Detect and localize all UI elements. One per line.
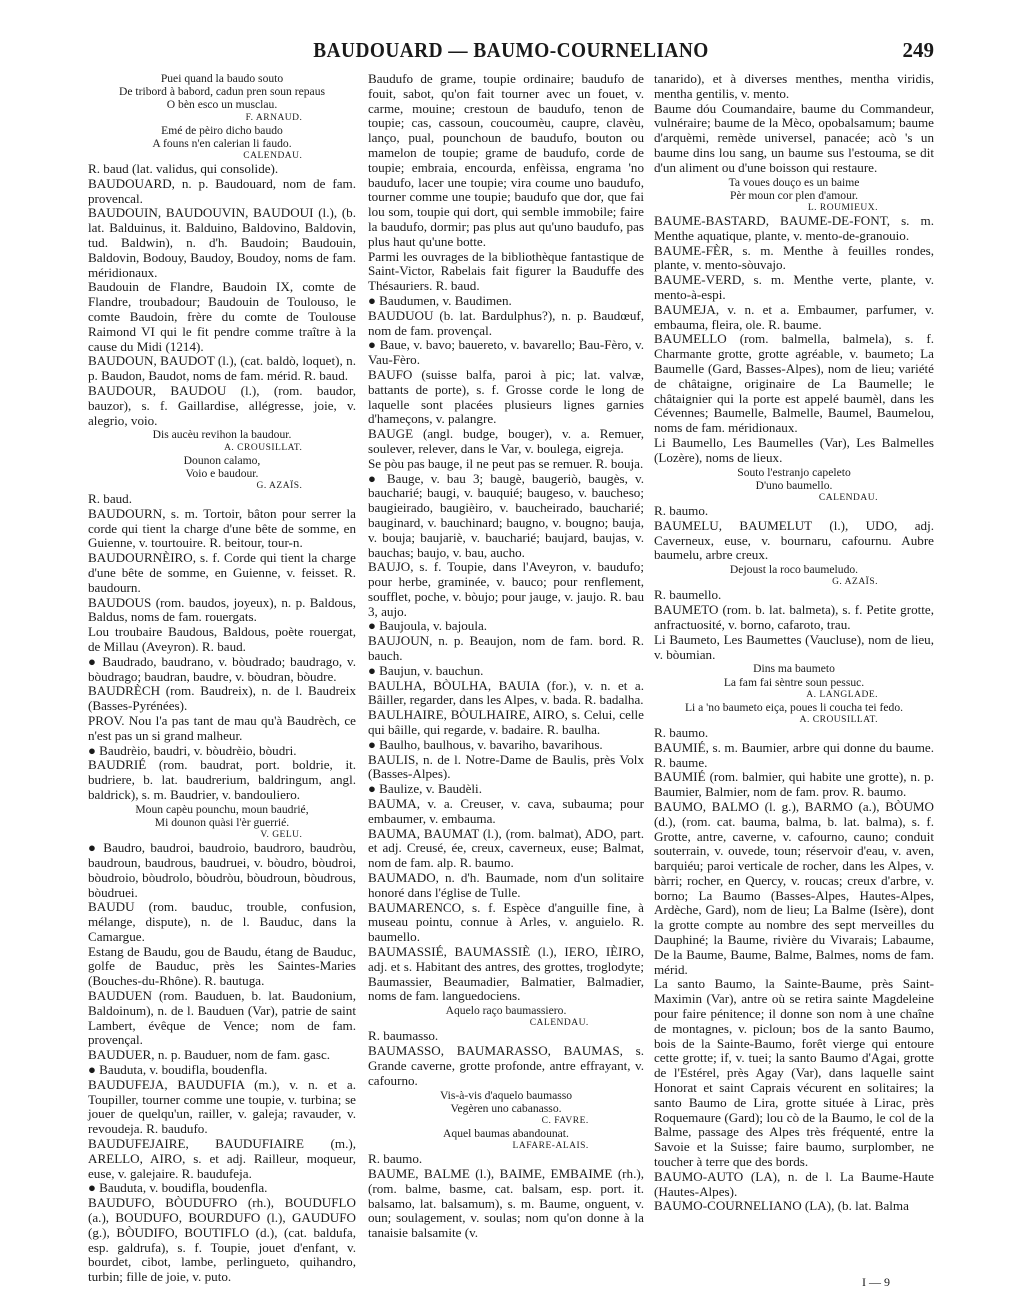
dictionary-entry: tanarido), et à diverses menthes, mentha viridis, mentha gentilis, v. mento. — [654, 71, 934, 101]
quotation-attribution: F. ARNAUD. — [245, 112, 303, 123]
dictionary-entry: Li Baumeto, Les Baumettes (Vaucluse), nom de lieu, v. bòumian. — [654, 631, 934, 662]
dictionary-entry: BAUMARENCO, s. f. Espèce d'anguille fine, à museau pointu, connue à Arles, v. anguielo. R. baumello. — [368, 899, 644, 945]
dictionary-entry: BAUME, BALME (l.), BAIME, EMBAIME (rh.), (rom. balme, basme, cat. balsam, esp. port. it. balsamo, lat. balsamum), s. m. Baume, onguent, v. oun; soulagement, v. soulas; nom qu'on donne à la tanaisie balsamite (v. — [368, 1166, 644, 1241]
dictionary-entry: BAUDUFEJAIRE, BAUDUFIAIRE (m.), ARELLO, AIRO, s. et adj. Railleur, moqueur, euse, v. galejaire. R. baudufeja. — [88, 1136, 356, 1181]
column-2 — [368, 71, 644, 1241]
dictionary-entry: R. baumasso. — [368, 1028, 439, 1044]
dictionary-entry: R. baumo. — [654, 502, 709, 518]
dictionary-entry: BAUMO-COURNELIANO (LA), (b. lat. Balma — [654, 1198, 909, 1214]
dictionary-entry: Baudouin de Flandre, Baudoin IX, comte de Flandre, troubadour; Baudouin de Toulouso, le comte Baudoin, frère du comte de Toulouse Raimond VI qui le fit pendre comme traître à la cause du Midi (1214). — [88, 279, 356, 354]
dictionary-entry: Parmi les ouvrages de la bibliothèque fantastique de Saint-Victor, Rabelais fait figurer la Bauduffe des Thésauriers. R. baud. — [368, 248, 644, 294]
quotation-line: O bèn esco un musclau. — [166, 98, 278, 112]
dictionary-entry: BAUMO-AUTO (LA), n. de l. La Baume-Haute (Hautes-Alpes). — [654, 1168, 934, 1199]
quotation-line: A founs n'en calerian li faudo. — [152, 136, 292, 150]
dictionary-entry: BAUJOUN, n. p. Beaujon, nom de fam. bord. R. bauch. — [368, 633, 644, 664]
quotation-attribution: A. CROUSILLAT. — [799, 714, 878, 725]
quotation-attribution: LAFARE-ALAIS. — [512, 1141, 589, 1152]
dictionary-entry: BAUMIÉ, s. m. Baumier, arbre qui donne du baume. R. baume. — [654, 739, 934, 770]
quotation-attribution: CALENDAU. — [243, 151, 303, 162]
quotation-attribution: A. CROUSILLAT. — [224, 442, 303, 453]
quotation-line: Vis-à-vis d'aquelo baumasso — [439, 1088, 573, 1102]
dictionary-entry: ● Baulho, baulhous, v. bavariho, bavarihous. — [368, 736, 603, 752]
dictionary-entry: BAUDOUARD, n. p. Baudouard, nom de fam. provencal. — [88, 175, 356, 206]
quotation-line: Voio e baudour. — [185, 466, 259, 480]
dictionary-entry: BAUMASSO, BAUMARASSO, BAUMAS, s. Grande caverne, grotte profonde, antre effrayant, v. cafourno. — [368, 1043, 644, 1088]
dictionary-entry: BAUDUEN (rom. Bauduen, b. lat. Baudonium, Baldoinum), n. de l. Bauduen (Var), patrie de saint Lambert, évêque de Vence; nom de fam. provençal. — [88, 988, 356, 1048]
dictionary-entry: BAUMELLO (rom. balmella, balmela), s. f. Charmante grotte, grotte agréable, v. baumeto; La Baumelle (Gard, Basses-Alpes), nom de lieu; variété de châtaigne, originaire de La Baumelle; le châtaignier qui la porte est appelé baumèl, dans les Cévennes; Baumelle, Balmelle, Baumel, Baumelou, noms de fam. méridionaux. — [654, 331, 934, 436]
dictionary-entry: PROV. Nou l'a pas tant de mau qu'à Baudrèch, ce n'est pas un si grand malheur. — [88, 712, 356, 743]
dictionary-entry: BAUMETO (rom. b. lat. balmeta), s. f. Petite grotte, anfractuosité, v. borno, cafaroto, trau. — [654, 602, 934, 632]
dictionary-entry: BAUMIÉ (rom. balmier, qui habite une grotte), n. p. Baumier, Balmier, nom de fam. prov. R. baumo. — [654, 769, 934, 800]
quotation-attribution: A. LANGLADE. — [806, 689, 878, 700]
quotation-attribution: CALENDAU. — [818, 492, 878, 503]
quotation-line: Moun capèu pounchu, moun baudrié, — [135, 802, 309, 816]
quotation-attribution: CALENDAU. — [529, 1018, 589, 1029]
dictionary-entry: La santo Baumo, la Sainte-Baume, près Saint-Maximin (Var), antre où se retira sainte Magdeleine pour faire pénitence; il donne son nom à une chaîne de montagnes, v. picloun; bos de la santo Baumo, bois de la Sainte-Baumo, forêt vierge qui entoure cette grotte; if, v. tuei; la santo Baumo d'Agai, grotte de l'Estérel, près Agay (Var), dans laquelle saint Honorat et saint Caprais vécurent en solitaires; la santo Baumo de Lira, grotte située à Lirac, près Roquemaure (Gard); lou cò de la Baumo, le col de la Balme, passage des Alpes très fréquenté, entre la Savoie et la Suisse; faire baumo, surplomber, ne toucher à terre que des bords. — [654, 976, 934, 1170]
column-1 — [88, 72, 356, 1285]
quotation-line: Ta voues douço es un baime — [728, 175, 860, 189]
dictionary-entry: BAUMO, BALMO (l. g.), BARMO (a.), BÒUMO (d.), (rom. cat. bauma, balma, b. lat. balma), s. f. Grotte, antre, caverne, v. cafourno, cauno; conduit souterrain, v. ouvede, toun; réservoir d'eau, v. aven, barquiéu; paroi verticale de rocher, dans les Alpes, v. bàrri; rocher, en Quercy, v. roucas; creux d'arbre, v. borno; La Baumo (Basses-Alpes, Hautes-Alpes, Ardèche, Gard), nom de lieu; La Balme (Isère), dont la grotte compte au nombre des sept merveilles du Dauphiné; la Baume, rivière du Vivarais; Labaume, De la Baume, Baume, Balme, Balmes, noms de fam. mérid. — [654, 798, 934, 977]
column-3 — [654, 71, 934, 1214]
dictionary-entry: BAULHAIRE, BÒULHAIRE, AIRO, s. Celui, celle qui bâille, qui regarde, v. badaire. R. baulha. — [368, 707, 644, 738]
dictionary-entry: ● Baudrado, baudrano, v. bòudrado; baudrago, v. bòudrago; baudran, baudre, v. bòudran, bòudre. — [88, 653, 356, 684]
page-header — [88, 38, 934, 68]
quotation-line: De tribord à babord, cadun pren soun repaus — [118, 85, 326, 99]
dictionary-entry: BAUDRÈCH (rom. Baudreix), n. de l. Baudreix (Basses-Pyrénées). — [88, 683, 356, 714]
running-head: BAUDOUARD — BAUMO-COURNELIANO — [313, 38, 709, 62]
dictionary-entry: BAUDRIÉ (rom. baudrat, port. boldrie, it. budriere, b. lat. baudrerium, baldringum, angl. baldrick), s. m. Baudrier, v. bandouliero. — [88, 757, 356, 802]
quotation-line: Dejoust la roco baumeludo. — [729, 563, 859, 577]
dictionary-entry: ● Baue, v. bavo; bauereto, v. bavarello; Bau-Fèro, v. Vau-Fèro. — [368, 337, 644, 368]
quotation-line: Dounon calamo, — [183, 453, 261, 467]
dictionary-entry: BAUDUER, n. p. Bauduer, nom de fam. gasc. — [88, 1047, 331, 1063]
dictionary-entry: BAUMADO, n. d'h. Baumade, nom d'un solitaire honoré dans l'église de Tulle. — [368, 870, 644, 900]
dictionary-entry: ● Baujoula, v. bajoula. — [368, 618, 488, 634]
quotation-line: Li a 'no baumeto eiça, poues li coucha tei fedo. — [684, 700, 904, 714]
dictionary-entry: BAULHA, BÒULHA, BAUIA (for.), v. n. et a. Bâiller, regarder, dans les Alpes, v. bada. R. badalha. — [368, 677, 644, 708]
dictionary-entry: Se pòu pas bauge, il ne peut pas se remuer. R. bouja. — [368, 455, 644, 471]
quotation-line: Emé de pèiro dicho baudo — [161, 123, 283, 137]
dictionary-entry: ● Bauduta, v. boudifla, boudenfla. — [88, 1180, 268, 1196]
dictionary-entry: BAUMA, v. a. Creuser, v. cava, subauma; pour embaumer, v. embauma. — [368, 796, 644, 826]
dictionary-entry: BAUDOUR, BAUDOU (l.), (rom. baudor, bauzor), s. f. Gaillardise, allégresse, joie, v. alegrio, voio. — [88, 382, 356, 428]
dictionary-entry: ● Baudro, baudroi, baudroio, baudroro, baudròu, baudroun, baudrous, baudruei, v. bòudro, bòudroi, bòudroio, bòudrolo, bòudròu, bòudroun, bòudrous, bòudruei. — [88, 840, 356, 900]
quotation-line: Souto l'estranjo capeleto — [737, 465, 851, 479]
dictionary-entry: BAUDOUIN, BAUDOUVIN, BAUDOUI (l.), (b. lat. Balduinus, it. Balduino, Baldovino, Baldovin, tud. Baldwin), n. d'h. Baudoin; Baudouin, Baldovin, Bodouy, Baudoy, Boudoy, noms de fam. méridionaux. — [88, 205, 356, 280]
signature-mark: I — 9 — [862, 1275, 890, 1289]
dictionary-entry: BAULIS, n. de l. Notre-Dame de Baulis, près Volx (Basses-Alpes). — [368, 751, 644, 782]
dictionary-entry: Lou troubaire Baudous, Baldous, poète rouergat, de Millau (Aveyron). R. baud. — [88, 624, 356, 654]
dictionary-entry: BAUDOUS (rom. baudos, joyeux), n. p. Baldous, Baldus, noms de fam. rouergats. — [88, 594, 356, 625]
dictionary-entry: BAUGE (angl. budge, bouger), v. a. Remuer, soulever, relever, dans le Var, v. boulega, eigreja. — [368, 426, 644, 456]
dictionary-entry: BAUDOURN, s. m. Tortoir, bâton pour serrer la corde qui tient la charge d'une bête de somme, en Guienne, v. tourtouire. R. beitour, tour-n. — [88, 505, 356, 551]
dictionary-entry: BAUME-VERD, s. m. Menthe verte, plante, v. mento-à-espi. — [654, 272, 934, 302]
quotation-line: Dins ma baumeto — [753, 662, 835, 676]
quotation-line: Vegèren uno cabanasso. — [450, 1101, 562, 1115]
dictionary-entry: ● Baulize, v. Baudèli. — [368, 781, 482, 797]
dictionary-entry: BAUMELU, BAUMELUT (l.), UDO, adj. Caverneux, euse, v. bournaru, cafournu. Aubre baumelu, arbre creux. — [654, 517, 934, 563]
page-number: 249 — [902, 38, 934, 62]
quotation-line: Mi dounon quàsi l'èr guerrié. — [154, 815, 290, 829]
dictionary-entry: BAUMEJA, v. n. et a. Embaumer, parfumer, v. embauma, fleira, ole. R. baume. — [654, 301, 934, 332]
dictionary-entry: Li Baumello, Les Baumelles (Var), Les Balmelles (Lozère), noms de lieux. — [654, 434, 934, 465]
dictionary-entry: BAUDOUN, BAUDOT (l.), (cat. baldò, loquet), n. p. Baudon, Baudot, noms de fam. mérid. R. baud. — [88, 353, 356, 384]
dictionary-entry: R. baumello. — [654, 587, 722, 603]
quotation-line: Aquel baumas abandounat. — [443, 1127, 569, 1140]
dictionary-entry: BAUMASSIÉ, BAUMASSIÈ (l.), IERO, IÈIRO, adj. et s. Habitant des antres, des grottes, troglodyte; Baumassier, Beaumadier, Balmatier, Balmadier, noms de fam. languedociens. — [368, 944, 644, 1004]
quotation-line: D'uno baumello. — [755, 478, 833, 492]
quotation-line: Aquelo raço baumassiero. — [445, 1004, 567, 1018]
dictionary-entry: Baume dóu Coumandaire, baume du Commandeur, vulnéraire; baume de la Mèco, opobalsamum; baume d'arquèmi, remède universel, panacée; acò 's un baume dins lou sang, un baume sus l'estouma, se dit d'un aliment ou d'une boisson qui restaure. — [654, 100, 934, 175]
dictionary-entry: BAUDUOU (b. lat. Bardulphus?), n. p. Baudœuf, nom de fam. provençal. — [368, 307, 644, 338]
dictionary-entry: R. baumo. — [654, 724, 709, 740]
quotation-line: La fam fai sèntre soun pessuc. — [723, 675, 865, 689]
quotation-attribution: G. AZAÏS. — [256, 480, 303, 491]
dictionary-entry: R. baud. — [88, 490, 133, 506]
quotation-attribution: G. AZAÏS. — [832, 577, 878, 588]
dictionary-entry: ● Baudrèio, baudri, v. bòudrèio, bòudri. — [88, 742, 297, 758]
quotation-attribution: C. FAVRE. — [541, 1116, 589, 1126]
dictionary-entry: BAUJO, s. f. Toupie, dans l'Aveyron, v. baudufo; pour herbe, graminée, v. bauco; pour renflement, soufflet, poche, v. bòujo; pour jauge, v. jaujo. R. bau 3, aujo. — [368, 559, 644, 619]
dictionary-entry: Baudufo de grame, toupie ordinaire; baudufo de fouit, sabot, qu'on fait tourner avec un fouet, v. carme, mouine; crestoun de baudufo, tenon de toupie; cas, cassoun, coucoumèu, caupre, clavèu, lanço, pual, pounchoun de baudufo, bouton ou mamelon de toupie; grame de baudufo, corde de toupie; embraia, encourda, enfèissa, engrama 'no baudufo, lacer une toupie; vira coume uno baudufo, tourner comme une toupie; baudufo que dor, que fai lou som, toupie qui dort, qui semble immobile; faire la baudufo, dormir; pas plus aut qu'uno baudufo, pas plus haut qu'une botte. — [368, 71, 644, 249]
dictionary-entry: BAUDUFEJA, BAUDUFIA (m.), v. n. et a. Toupiller, tourner comme une toupie, v. turbina; se jouer de quelqu'un, railler, v. galeja; ravauder, v. revoudeja. R. baudufo. — [88, 1076, 356, 1137]
quotation-attribution: V. GELU. — [260, 830, 303, 841]
dictionary-entry: BAUME-FÈR, s. m. Menthe à feuilles rondes, plante, v. mento-sòuvajo. — [654, 242, 934, 273]
dictionary-entry: BAUDOURNÈIRO, s. f. Corde qui tient la charge d'une bête de somme, en Guienne, v. feisset. R. baudourn. — [88, 550, 356, 595]
dictionary-entry: BAUDUFO, BÒUDUFRO (rh.), BOUDUFLO (a.), BOUDUFO, BOURDUFO (l.), GAUDUFO (g.), BÒUDIFO, BOUTIFLO (d.), (cat. baldufa, esp. galdrufa), s. f. Toupie, jouet d'enfant, v. bourdet, cibot, lambe, perlingueto, quihandro, turbin; fille de joie, v. puto. — [88, 1195, 356, 1285]
dictionary-entry: Estang de Baudu, gou de Baudu, étang de Bauduc, golfe de Bauduc, près les Saintes-Maries (Bouches-du-Rhône). R. bautuga. — [88, 943, 356, 989]
quotation-attribution: L. ROUMIEUX. — [807, 202, 878, 213]
dictionary-entry: BAUFO (suisse balfa, paroi à pic; lat. valvæ, battants de porte), s. f. Grosse corde le long de laquelle sont placées plusieurs lignes garnies d'hameçons, v. palangre. — [368, 366, 644, 427]
quotation-line: Puei quand la baudo souto — [160, 72, 284, 85]
dictionary-entry: ● Baudumen, v. Baudimen. — [368, 292, 512, 308]
dictionary-entry: BAUMA, BAUMAT (l.), (rom. balmat), ADO, part. et adj. Creusé, ée, creux, caverneux, euse; Balmat, nom de fam. alp. R. baumo. — [368, 825, 644, 871]
quotation-line: Pèr moun cor plen d'amour. — [730, 188, 858, 202]
quotation-line: Dis aucèu revihon la baudour. — [152, 428, 292, 442]
dictionary-entry: BAUDU (rom. bauduc, trouble, confusion, mélange, dispute), n. de l. Bauduc, dans la Camargue. — [88, 899, 356, 944]
dictionary-entry: R. baumo. — [368, 1151, 423, 1167]
dictionary-entry: ● Bauduta, v. boudifla, boudenfla. — [88, 1062, 268, 1078]
dictionary-entry: BAUME-BASTARD, BAUME-DE-FONT, s. m. Menthe aquatique, plante, v. mento-de-granouio. — [654, 212, 934, 243]
dictionary-entry: ● Baujun, v. bauchun. — [368, 662, 484, 678]
dictionary-entry: R. baud (lat. validus, qui consolide). — [88, 161, 279, 177]
dictionary-entry: ● Bauge, v. bau 3; baugè, baugeriò, baugès, v. baucharié; baugi, v. bauquié; baugeso, v. baucheso; baugieirado, baugièiro, v. bauchеirado, baucharié; bauginard, v. bauchinard; baugno, v. bougno; bauja, v. bouja; baujariè, v. baucharié; baujard, baujas, v. bauchas; baujo, v. bau, aucho. — [368, 470, 644, 560]
